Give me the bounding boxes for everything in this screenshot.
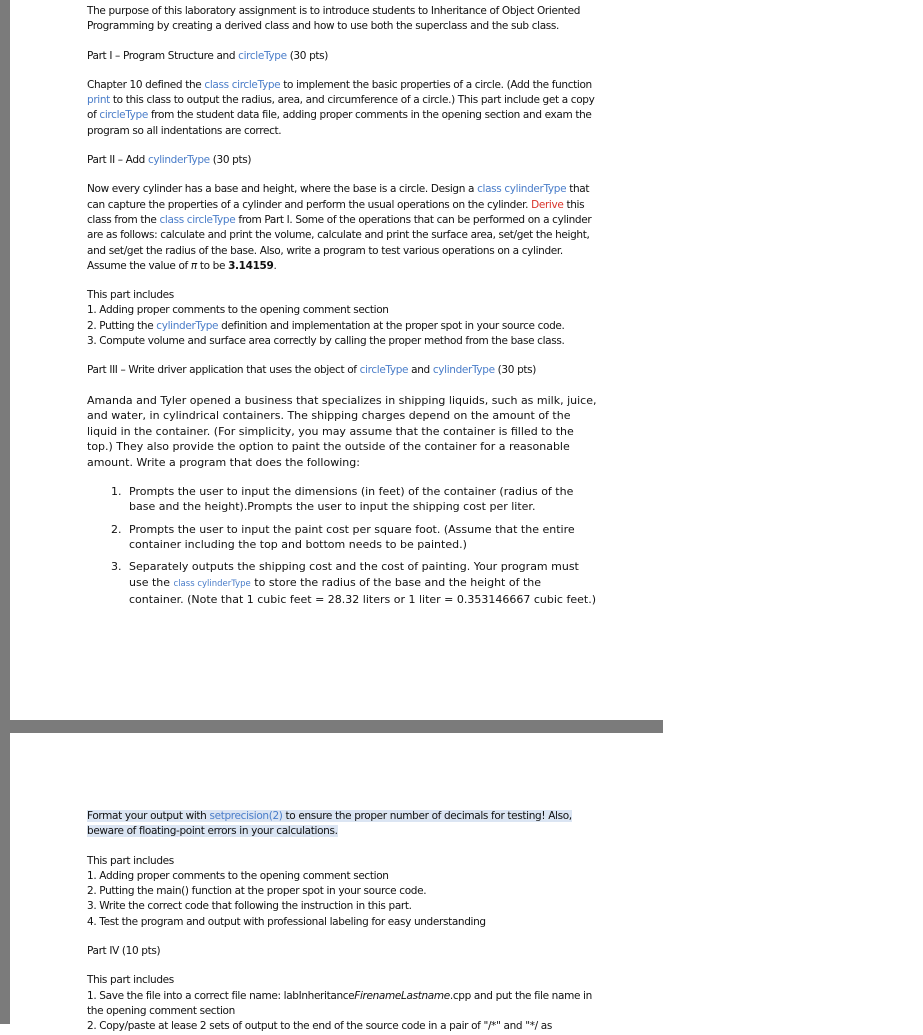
page-1-content (87, 4, 597, 614)
part-3-heading: Part III – Write driver application that uses the object of circleType and cylinderType (30 pts) (87, 364, 537, 377)
part-3-description: Amanda and Tyler opened a business that specializes in shipping liquids, such as milk, juice, and water, in cylindrical containers. The shipping charges depend on the amount of the liquid in the container. (For simplicity, you may assume that the container is filled to the top.) They also provide the option to paint the outside of the container for a reasonable amount. Write a program that does the following: (87, 393, 597, 469)
part-2-heading: Part II – Add cylinderType (30 pts) (87, 154, 252, 167)
format-output-note: Format your output with setprecision(2) to ensure the proper number of decimals for testing! Also, beware of floating-point errors in your calculations. (87, 810, 572, 838)
part-4-heading: Part IV (10 pts) (87, 945, 161, 958)
part-4-includes-list: This part includes 1. Save the file into a correct file name: labInheritanceFirenameLastname.cpp and put the file name in the opening comment section 2. Copy/paste at lease 2 sets of output to the end of the source code in a pair of "/*" and "*/ as (87, 974, 592, 1033)
intro-paragraph: The purpose of this laboratory assignment is to introduce students to Inheritance of Object Oriented Programming by creating a derived class and how to use both the superclass and the sub class. (87, 5, 581, 33)
part-1-description: Chapter 10 defined the class circleType to implement the basic properties of a circle. (Add the function print to this class to output the radius, area, and circumference of a circle.) This part include get a copy of circleType from the student data file, adding proper comments in the opening section and exam the program so all indentations are correct. (87, 78, 595, 137)
list-item: 1. Prompts the user to input the dimensions (in feet) of the container (radius of the base and the height).Prompts the user to input the shipping cost per liter. (125, 484, 597, 515)
document-page-1 (10, 0, 663, 720)
part-2-includes-list: This part includes 1. Adding proper comments to the opening comment section 2. Putting the cylinderType definition and implementation at the proper spot in your source code. 3. Compute volume and surface area correctly by calling the proper method from the base class. (87, 289, 565, 348)
document-page-2 (10, 733, 663, 1033)
part-2-description: Now every cylinder has a base and height, where the base is a circle. Design a class cylinderType that can capture the properties of a cylinder and perform the usual operations on the cylinder. Derive this class from the class circleType from Part I. Some of the operations that can be performed on a cylinder are as follows: calculate and print the volume, calculate and print the surface area, set/get the height, and set/get the radius of the base. Also, write a program to test various operations on a cylinder. (87, 183, 592, 257)
list-item: 2. Prompts the user to input the paint cost per square foot. (Assume that the entire container including the top and bottom needs to be painted.) (125, 522, 597, 553)
part-1-heading: Part I – Program Structure and circleType (30 pts) (87, 49, 329, 62)
part-3-steps-list (87, 484, 597, 607)
pi-assumption: Assume the value of π to be 3.14159. (87, 259, 277, 272)
list-item: 3. Separately outputs the shipping cost and the cost of painting. Your program must use the class cylinderType to store the radius of the base and the height of the container. (Note that 1 cubic feet = 28.32 liters or 1 liter = 0.353146667 cubic feet.) (125, 559, 597, 607)
part-3-includes-list: This part includes 1. Adding proper comments to the opening comment section 2. Putting the main() function at the proper spot in your source code. 3. Write the correct code that following the instruction in this part. 4. Test the program and output with professional labeling for easy understanding (87, 854, 486, 928)
page-2-content (87, 809, 597, 1035)
